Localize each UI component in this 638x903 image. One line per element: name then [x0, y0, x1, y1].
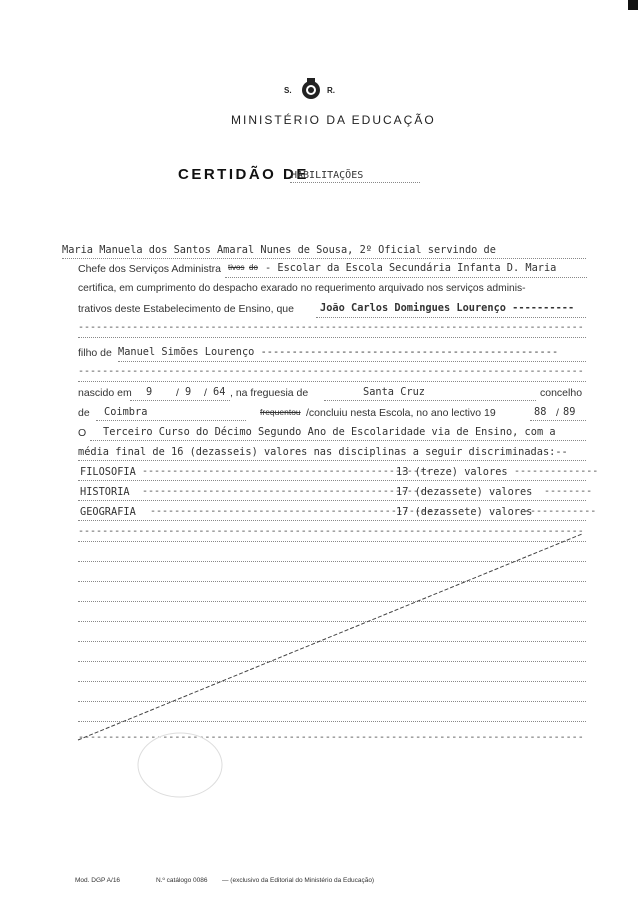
dotted-subject-1 [78, 480, 586, 481]
dotted-line-6 [118, 361, 586, 362]
date-slash-1: / [176, 387, 179, 399]
corner-mark [628, 0, 638, 10]
born-label: nascido em [78, 387, 132, 399]
line3-print: certifica, em cumprimento do despacho exarado no requerimento arquivado nos serviços adminis- [78, 283, 526, 294]
line6-print: filho de [78, 347, 112, 359]
dotted-line-4 [316, 317, 586, 318]
seal-letter-r: R. [327, 86, 335, 95]
dotted-subject-2 [78, 500, 586, 501]
student-name: João Carlos Domingues Lourenço ---------- [320, 302, 575, 314]
subject-grade: 17 (dezassete) valores [396, 486, 533, 498]
dash-line-5: ------------------------------------------------------------------------------------ [78, 322, 584, 333]
dotted-parish [324, 400, 536, 401]
grade-leader: -------- [544, 486, 593, 497]
subject-name: HISTORIA [80, 486, 130, 498]
dotted-line-10 [90, 440, 586, 441]
line2-strike-2: do [249, 263, 258, 272]
school-year-start: 88 [534, 406, 547, 418]
grade-leader: ------------ [524, 506, 597, 517]
attended-strike: frequentou [260, 407, 301, 417]
dotted-line-11 [78, 460, 586, 461]
final-average: média final de 16 (dezasseis) valores nas disciplinas a seguir discriminadas:-- [78, 446, 568, 458]
municipality-label: concelho [540, 387, 583, 399]
ministry-heading: MINISTÉRIO DA EDUCAÇÃO [231, 113, 436, 127]
dash-line-bottom: ------------------------------------------------------------------------------------ [78, 732, 584, 743]
certificate-type: HABILITAÇÕES [291, 170, 364, 181]
subject-name: GEOGRAFIA [80, 506, 136, 518]
date-slash-2: / [204, 387, 207, 399]
subject-row [78, 506, 597, 521]
subject-grade: 13 (treze) valores [396, 466, 508, 478]
seal-emblem-icon [300, 77, 322, 101]
line4-print: trativos deste Estabelecimento de Ensino, que [78, 303, 294, 315]
line2-strike-1: tivos [228, 263, 245, 272]
parish-name: Santa Cruz [363, 386, 425, 398]
form-model: Mod. DGP A/16 [75, 877, 121, 884]
subject-leader: ------------------------------------------------ [150, 506, 439, 517]
dotted-subject-3 [78, 520, 586, 521]
school-year-end: 89 [563, 406, 576, 418]
dash-line-7: ------------------------------------------------------------------------------------ [78, 366, 584, 377]
dotted-municipality [96, 420, 246, 421]
subject-grade: 17 (dezassete) valores [396, 506, 533, 518]
certificate-title: CERTIDÃO DE [178, 166, 309, 183]
municipality-name: Coimbra [104, 406, 148, 418]
parish-label: , na freguesia de [230, 387, 309, 399]
cancellation-diagonal [70, 528, 590, 748]
dotted-line-1 [62, 258, 586, 259]
birth-day: 9 [146, 386, 153, 398]
dotted-date [130, 400, 230, 401]
officer-line: Maria Manuela dos Santos Amaral Nunes de Sousa, 2º Oficial servindo de [62, 244, 496, 256]
dash-line-closing: ------------------------------------------------------------------------------------ [78, 526, 584, 537]
subject-name: FILOSOFIA [80, 466, 136, 478]
seal-letter-s: S. [284, 86, 292, 95]
birth-year: 64 [213, 386, 226, 398]
school-name: - Escolar da Escola Secundária Infanta D. Maria [265, 262, 557, 274]
grade-leader: -------------- [514, 466, 599, 477]
dotted-year [530, 420, 586, 421]
dotted-line-5 [78, 337, 586, 338]
father-name: Manuel Simões Lourenço ------------------------------------------------ [118, 346, 559, 358]
course-name: Terceiro Curso do Décimo Segundo Ano de Escolaridade via de Ensino, com a [103, 426, 556, 438]
line2-print: Chefe dos Serviços Administra [78, 263, 221, 275]
subject-leader: ------------------------------------------------ [142, 486, 431, 497]
of-label: de [78, 407, 90, 419]
dotted-line-2 [225, 277, 587, 278]
subject-leader: ------------------------------------------------ [142, 466, 431, 477]
title-dotted-line [290, 182, 420, 183]
dotted-line-7 [78, 381, 586, 382]
faint-stamp [135, 730, 225, 800]
publisher-note: — (exclusivo da Editorial do Ministério da Educação) [222, 877, 375, 884]
subject-row [78, 486, 593, 501]
line10-print: O [78, 427, 87, 439]
completed-text: /concluiu nesta Escola, no ano lectivo 19 [306, 407, 496, 419]
birth-month: 9 [185, 386, 192, 398]
catalog-number: N.º catálogo 0086 [156, 877, 208, 884]
subject-row [78, 466, 599, 481]
year-slash: / [556, 407, 559, 419]
